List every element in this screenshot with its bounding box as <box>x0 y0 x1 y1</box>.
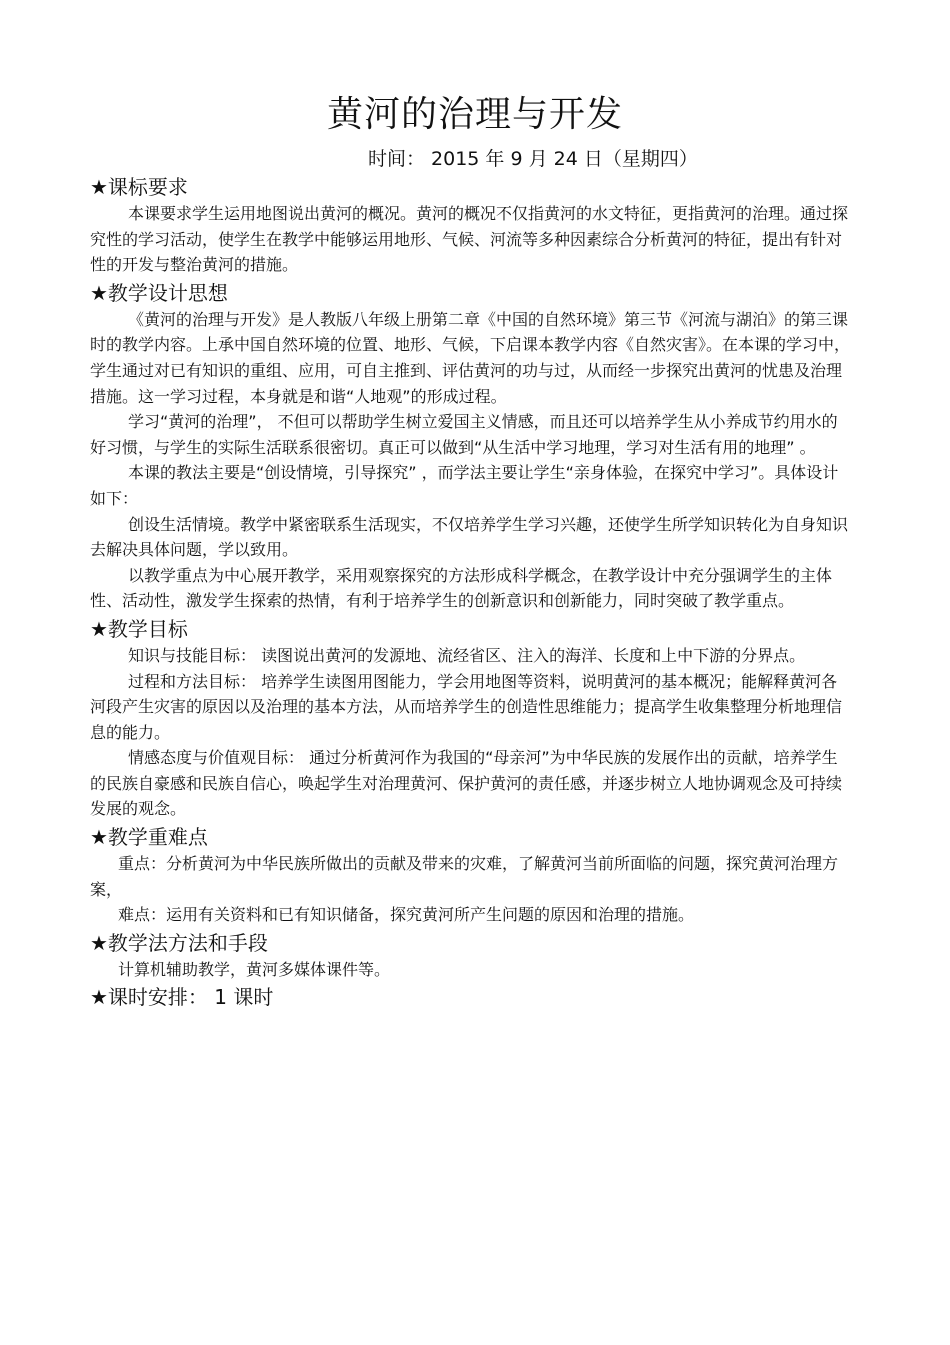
document-body <box>90 174 850 1011</box>
section-heading-standard: ★课标要求 <box>90 175 188 199</box>
design-paragraph-3: 本课的教法主要是“创设情境，引导探究” ，而学法主要让学生“亲身体验，在探究中学习”。具体设计如下： <box>90 463 839 508</box>
section-heading-keypoints: ★教学重难点 <box>90 825 208 850</box>
date-line: 时间： 2015 年 9 月 24 日（星期四） <box>368 148 698 170</box>
section-heading-schedule: ★课时安排： 1 课时 <box>90 985 274 1010</box>
design-paragraph-5: 以教学重点为中心展开教学，采用观察探究的方法形成科学概念，在教学设计中充分强调学生的主体性、活动性，激发学生探索的热情，有利于培养学生的创新意识和创新能力，同时突破了教学重点。 <box>90 565 833 611</box>
keypoints-difficulty: 难点：运用有关资料和已有知识储备，探究黄河所产生问题的原因和治理的措施。 <box>118 905 695 925</box>
section-heading-design: ★教学设计思想 <box>90 280 228 305</box>
section-heading-goals: ★教学目标 <box>90 616 188 641</box>
methods-paragraph: 计算机辅助教学，黄河多媒体课件等。 <box>118 959 391 979</box>
section-heading-methods: ★教学法方法和手段 <box>90 930 268 955</box>
goals-process: 过程和方法目标： 培养学生读图用图能力，学会用地图等资料，说明黄河的基本概况；能解释黄河各河段产生灾害的原因以及治理的基本方法，从而培养学生的创造性思维能力；提高学生收集整理分析地理信息的能力。 <box>90 671 843 742</box>
design-paragraph-1: 《黄河的治理与开发》是人教版八年级上册第二章《中国的自然环境》第三节《河流与湖泊》的第三课时的教学内容。上承中国自然环境的位置、地形、气候，下启课本教学内容《自然灾害》。在本课的学习中，学生通过对已有知识的重组、应用，可自主推到、评估黄河的功与过，从而经一步探究出黄河的忧患及治理措施。这一学习过程，本身就是和谐“人地观”的形成过程。 <box>90 309 851 406</box>
goals-knowledge: 知识与技能目标： 读图说出黄河的发源地、流经省区、注入的海洋、长度和上中下游的分界点。 <box>128 645 806 665</box>
document-title: 黄河的治理与开发 <box>326 94 623 135</box>
goals-attitude: 情感态度与价值观目标： 通过分析黄河作为我国的“母亲河”为中华民族的发展作出的贡献，培养学生的民族自豪感和民族自信心，唤起学生对治理黄河、保护黄河的责任感，并逐步树立人地协调观念及可持续发展的观念。 <box>90 748 843 819</box>
keypoints-focus: 重点：分析黄河为中华民族所做出的贡献及带来的灾难，了解黄河当前所面临的问题，探究黄河治理方案， <box>90 854 839 899</box>
design-paragraph-4: 创设生活情境。教学中紧密联系生活现实，不仅培养学生学习兴趣，还使学生所学知识转化为自身知识去解决具体问题，学以致用。 <box>90 514 849 560</box>
standard-paragraph: 本课要求学生运用地图说出黄河的概况。黄河的概况不仅指黄河的水文特征，更指黄河的治理。通过探究性的学习活动，使学生在教学中能够运用地形、气候、河流等多种因素综合分析黄河的特征，提出有针对性的开发与整治黄河的措施。 <box>90 204 849 275</box>
design-paragraph-2: 学习“黄河的治理”， 不但可以帮助学生树立爱国主义情感，而且还可以培养学生从小养成节约用水的好习惯，与学生的实际生活联系很密切。真正可以做到“从生活中学习地理，学习对生活有用的地理” 。 <box>90 412 838 457</box>
